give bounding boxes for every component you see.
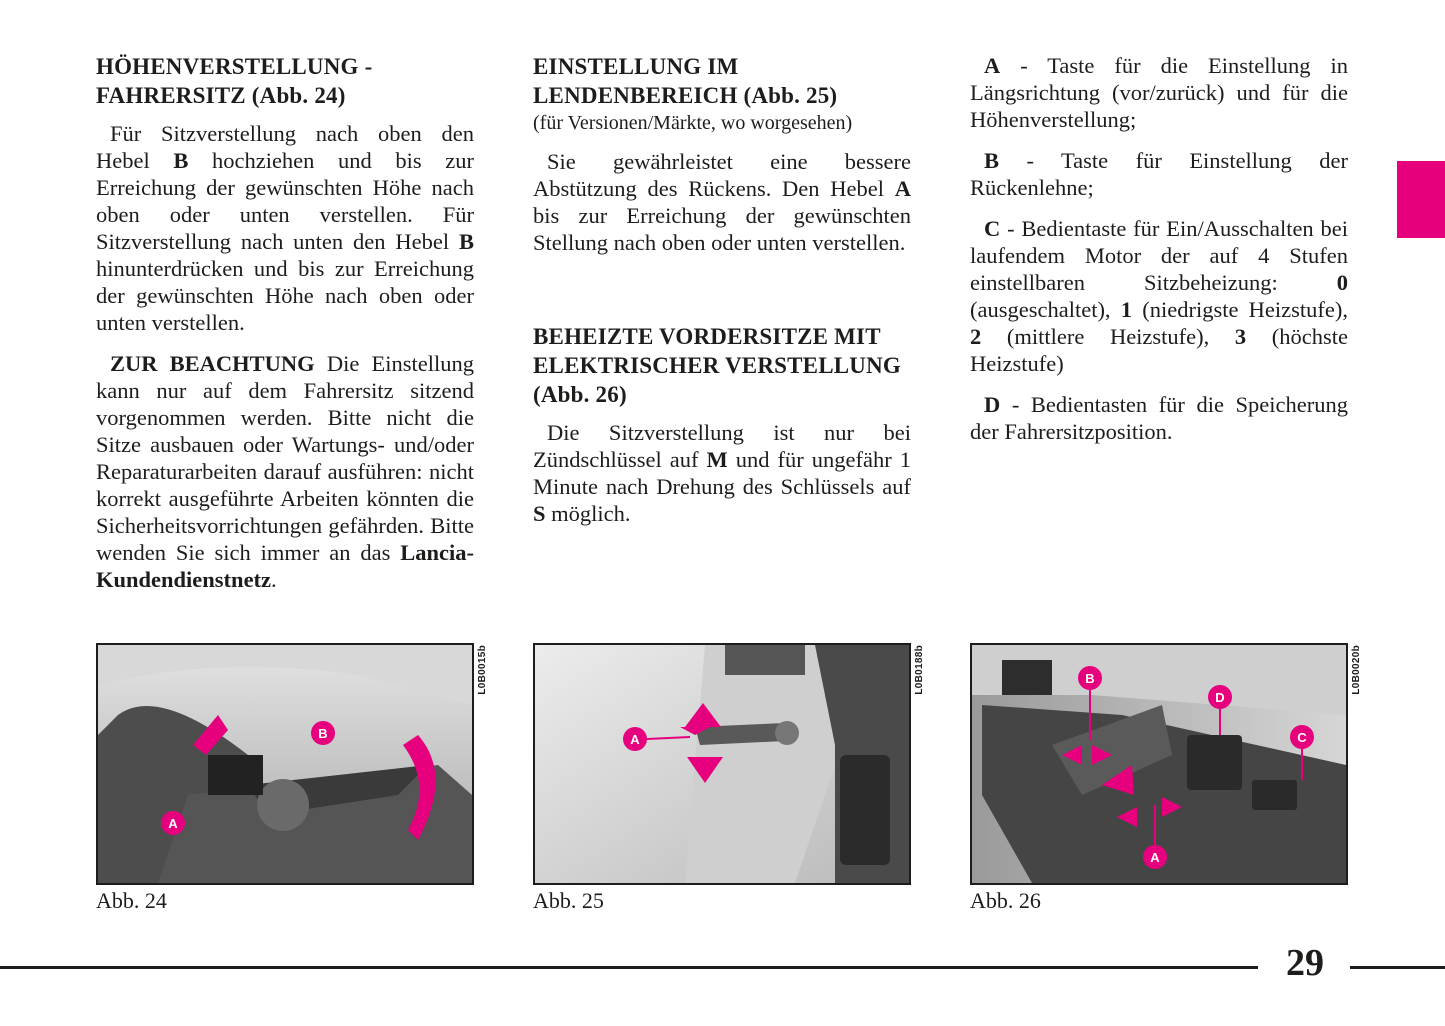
figure-code-24: L0B0015b — [477, 645, 488, 695]
figure-label-a: A — [1150, 850, 1160, 865]
column-1 — [96, 52, 474, 607]
figure-label-d: D — [1215, 690, 1225, 705]
heading-lendenbereich: EINSTELLUNG IM LENDENBEREICH (Abb. 25) — [533, 54, 838, 108]
paragraph-sitzverstellung: Die Sitzverstellung ist nur bei Zündschlüssel auf M und für ungefähr 1 Minute nach Drehung des Schlüssels auf S möglich. — [533, 420, 911, 526]
heading-beheizte-vordersitze: BEHEIZTE VORDERSITZE MIT ELEKTRISCHER VERSTELLUNG (Abb. 26) — [533, 324, 902, 407]
figure-label-a: A — [168, 816, 178, 831]
legend-item-d: D - Bedientasten für die Speicherung der Fahrersitzposition. — [970, 392, 1348, 444]
electric-seat-illustration — [972, 645, 1346, 883]
column-3 — [970, 52, 1348, 459]
legend-item-a: A - Taste für die Einstellung in Längsrichtung (vor/zurück) und für die Höhenverstellung; — [970, 53, 1348, 132]
page-number: 29 — [1286, 942, 1324, 984]
subheading-versionen: (für Versionen/Märkte, wo worgesehen) — [533, 112, 853, 134]
footer-rule-right — [1350, 966, 1445, 969]
seat-height-illustration — [98, 645, 472, 883]
figure-label-a: A — [630, 732, 640, 747]
paragraph-hoehenverstellung: Für Sitzverstellung nach oben den Hebel B hochziehen und bis zur Erreichung der gewünschten Höhe nach oben oder unten verstellen. Für Sitzverstellung nach unten den Hebel B hinunterdrücken und bis zur Erreichung der gewünschten Höhe nach oben oder unten verstellen. — [96, 121, 474, 335]
footer-rule-left — [0, 966, 1258, 969]
figure-abb-26 — [970, 643, 1348, 885]
section-tab-marker — [1397, 161, 1445, 238]
heading-hoehenverstellung: HÖHENVERSTELLUNG - FAHRERSITZ (Abb. 24) — [96, 54, 373, 108]
legend-item-b: B - Taste für Einstellung der Rückenlehne; — [970, 148, 1348, 200]
figure-abb-24 — [96, 643, 474, 885]
caption-abb-24: Abb. 24 — [96, 888, 167, 913]
figure-label-c: C — [1297, 730, 1307, 745]
figure-code-25: L0B0188b — [914, 645, 925, 695]
paragraph-zur-beachtung: ZUR BEACHTUNG Die Einstellung kann nur auf dem Fahrersitz sitzend vorgenommen werden. Bitte nicht die Sitze ausbauen oder Wartungs- und/oder Reparaturarbeiten darauf ausführen: nicht korrekt ausgeführte Arbeiten könnten die Sicherheitsvorrichtungen gefährden. Bitte wenden Sie sich immer an das Lancia-Kundendienstnetz. — [96, 351, 474, 592]
column-2 — [533, 52, 911, 541]
lumbar-illustration — [535, 645, 909, 883]
figure-code-26: L0B0020b — [1351, 645, 1362, 695]
note-label: ZUR BEACHTUNG — [110, 351, 315, 376]
figure-abb-25 — [533, 643, 911, 885]
caption-abb-26: Abb. 26 — [970, 888, 1041, 913]
figure-label-b: B — [318, 726, 328, 741]
legend-item-c: C - Bedientaste für Ein/Ausschalten bei laufendem Motor der auf 4 Stufen einstellbaren Sitzbeheizung: 0 (ausgeschaltet), 1 (niedrigste Heizstufe), 2 (mittlere Heizstufe), 3 (höchste Heizstufe) — [970, 216, 1349, 376]
figure-label-b: B — [1085, 671, 1095, 686]
caption-abb-25: Abb. 25 — [533, 888, 604, 913]
paragraph-lendenbereich: Sie gewährleistet eine bessere Abstützung des Rückens. Den Hebel A bis zur Erreichung der gewünschten Stellung nach oben oder unten verstellen. — [533, 149, 911, 255]
